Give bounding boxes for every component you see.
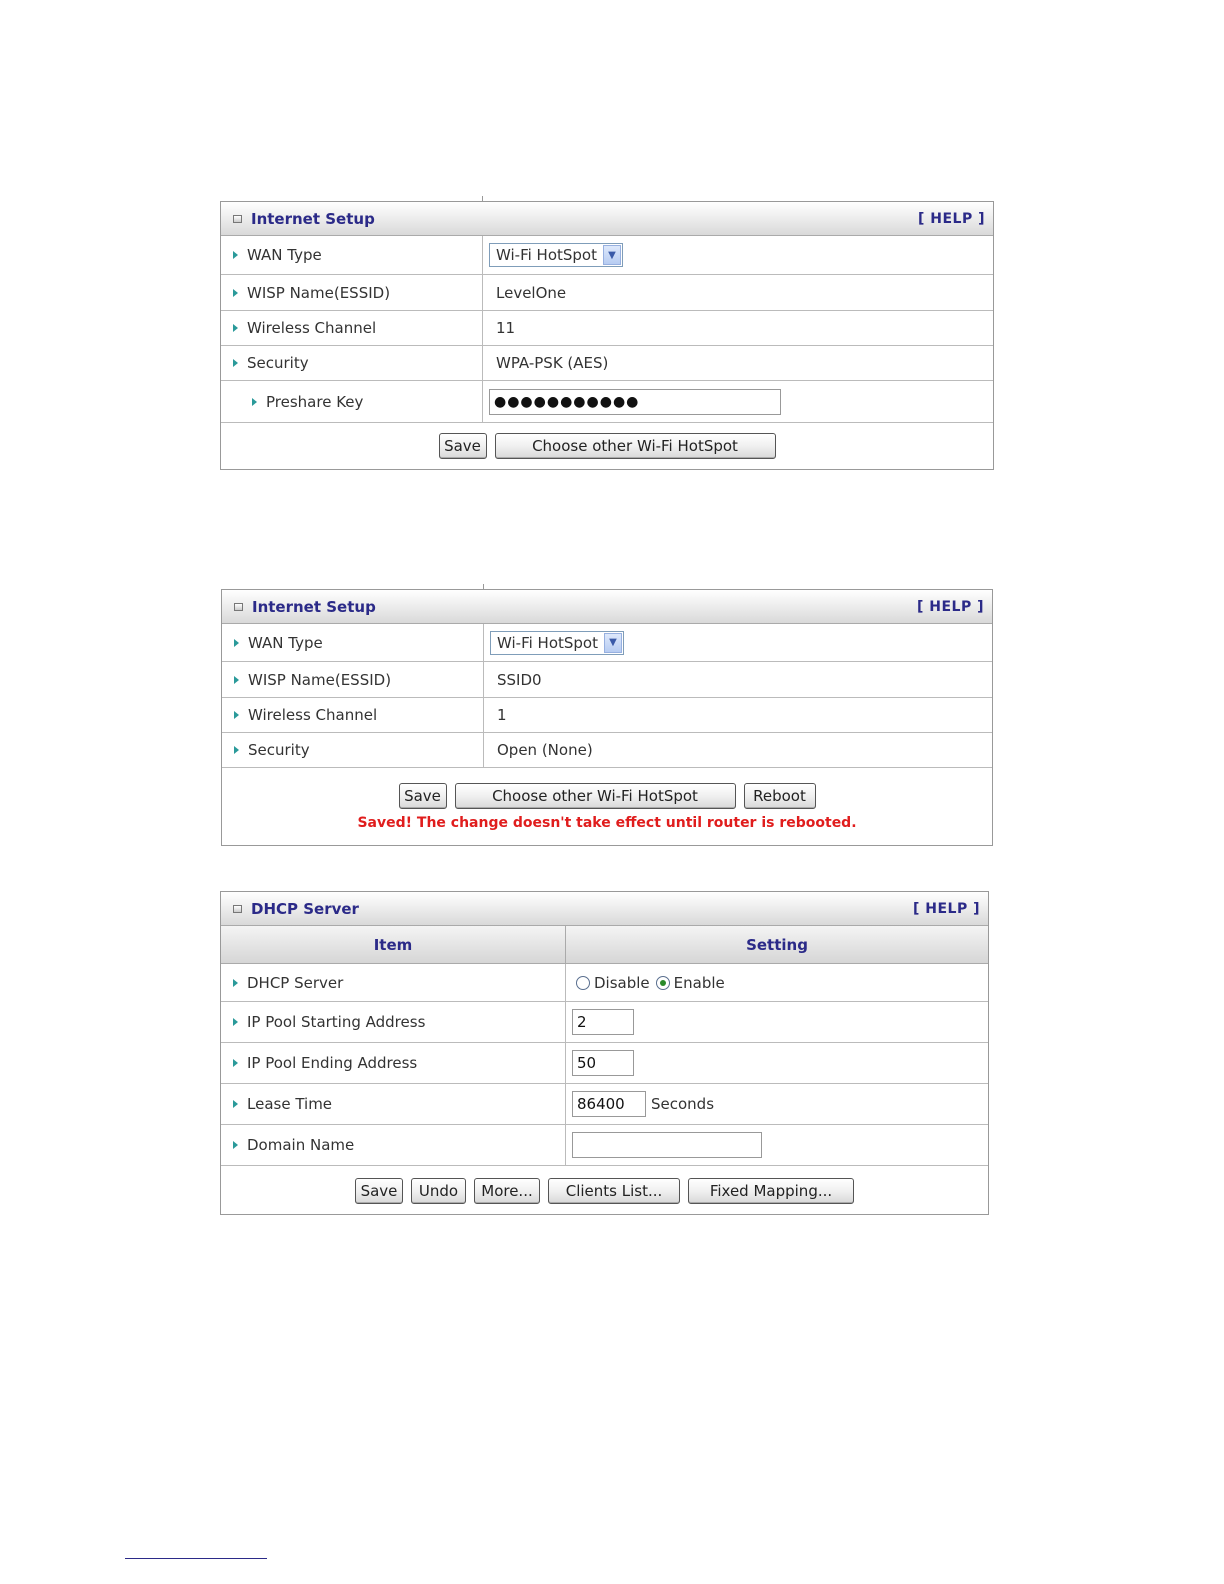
bullet-arrow-icon	[234, 711, 239, 719]
essid-label: WISP Name(ESSID)	[247, 283, 391, 302]
reboot-button[interactable]: Reboot	[744, 783, 816, 809]
domain-name-label: Domain Name	[247, 1136, 355, 1154]
channel-value: 11	[496, 319, 516, 337]
clients-list-button[interactable]: Clients List...	[548, 1178, 680, 1204]
dhcp-server-row	[221, 964, 988, 1002]
enable-label: Enable	[673, 973, 725, 992]
wan-type-label: WAN Type	[247, 246, 322, 264]
bullet-arrow-icon	[233, 251, 238, 259]
bullet-arrow-icon	[233, 324, 238, 332]
security-row	[221, 346, 993, 381]
security-value: WPA-PSK (AES)	[496, 354, 609, 372]
panel-header	[221, 202, 993, 236]
ip-end-row	[221, 1043, 988, 1084]
panel-header	[221, 892, 988, 926]
domain-name-row	[221, 1125, 988, 1166]
wan-type-row	[221, 236, 993, 275]
divider-tick	[483, 584, 484, 590]
bullet-arrow-icon	[234, 639, 239, 647]
essid-row	[222, 662, 992, 698]
bullet-arrow-icon	[234, 676, 239, 684]
lease-unit: Seconds	[651, 1095, 715, 1113]
preshare-label: Preshare Key	[266, 392, 364, 411]
help-link[interactable]: [ HELP ]	[916, 598, 984, 615]
bullet-arrow-icon	[233, 979, 238, 987]
domain-name-input[interactable]	[572, 1132, 762, 1158]
disable-radio[interactable]	[576, 976, 590, 990]
choose-hotspot-button[interactable]: Choose other Wi-Fi HotSpot	[455, 783, 736, 809]
bullet-arrow-icon	[252, 398, 257, 406]
essid-label: WISP Name(ESSID)	[248, 670, 392, 689]
help-link[interactable]: [ HELP ]	[917, 210, 985, 227]
wan-type-label: WAN Type	[248, 633, 323, 652]
wan-type-row	[222, 624, 992, 662]
internet-setup-panel-2	[221, 589, 993, 846]
channel-row	[221, 311, 993, 346]
lease-time-label: Lease Time	[247, 1095, 333, 1113]
choose-hotspot-button[interactable]: Choose other Wi-Fi HotSpot	[495, 433, 776, 459]
ip-start-input[interactable]: 2	[572, 1009, 634, 1035]
fixed-mapping-button[interactable]: Fixed Mapping...	[688, 1178, 854, 1204]
col-setting-header: Setting	[746, 935, 808, 954]
bullet-arrow-icon	[233, 1059, 238, 1067]
bullet-arrow-icon	[233, 359, 238, 367]
lease-time-row	[221, 1084, 988, 1125]
preshare-key-input[interactable]: ●●●●●●●●●●●	[489, 389, 781, 415]
panel-icon	[233, 905, 242, 913]
panel3-button-row	[221, 1166, 988, 1215]
panel-title: Internet Setup	[251, 209, 375, 228]
preshare-row	[221, 381, 993, 423]
security-label: Security	[247, 354, 309, 372]
bullet-arrow-icon	[233, 289, 238, 297]
channel-label: Wireless Channel	[247, 319, 377, 337]
panel2-action-area	[222, 768, 992, 845]
bullet-arrow-icon	[234, 746, 239, 754]
essid-value: LevelOne	[496, 283, 567, 302]
save-button[interactable]: Save	[355, 1178, 403, 1204]
undo-button[interactable]: Undo	[411, 1178, 466, 1204]
col-item-header: Item	[221, 926, 566, 963]
disable-label: Disable	[594, 973, 650, 992]
wan-type-select[interactable]: Wi-Fi HotSpot ▼	[489, 243, 623, 267]
bullet-arrow-icon	[233, 1018, 238, 1026]
divider-tick	[482, 196, 483, 202]
security-label: Security	[248, 741, 310, 759]
panel-icon	[233, 215, 242, 223]
column-header	[221, 926, 988, 964]
footer-rule	[125, 1558, 267, 1559]
dhcp-server-panel	[220, 891, 989, 1215]
essid-value: SSID0	[497, 670, 542, 689]
enable-radio[interactable]	[656, 976, 670, 990]
more-button[interactable]: More...	[474, 1178, 540, 1204]
channel-value: 1	[497, 706, 507, 724]
help-link[interactable]: [ HELP ]	[912, 900, 980, 917]
channel-row	[222, 698, 992, 733]
panel-header	[222, 590, 992, 624]
security-row	[222, 733, 992, 768]
save-button[interactable]: Save	[439, 433, 487, 459]
channel-label: Wireless Channel	[248, 706, 378, 724]
panel-title: Internet Setup	[252, 597, 376, 616]
panel1-button-row	[221, 423, 993, 469]
ip-start-label: IP Pool Starting Address	[247, 1013, 426, 1031]
dhcp-server-label: DHCP Server	[247, 973, 344, 992]
lease-time-input[interactable]: 86400	[572, 1091, 646, 1117]
ip-end-input[interactable]: 50	[572, 1050, 634, 1076]
ip-start-row	[221, 1002, 988, 1043]
panel-title: DHCP Server	[251, 899, 359, 918]
security-value: Open (None)	[497, 741, 593, 759]
saved-message: Saved! The change doesn't take effect until router is rebooted.	[357, 814, 857, 831]
bullet-arrow-icon	[233, 1100, 238, 1108]
chevron-down-icon[interactable]: ▼	[603, 245, 621, 265]
chevron-down-icon[interactable]: ▼	[604, 633, 622, 653]
bullet-arrow-icon	[233, 1141, 238, 1149]
save-button[interactable]: Save	[399, 783, 447, 809]
panel-icon	[234, 603, 243, 611]
essid-row	[221, 275, 993, 311]
ip-end-label: IP Pool Ending Address	[247, 1054, 418, 1072]
internet-setup-panel-1	[220, 201, 994, 470]
wan-type-select[interactable]: Wi-Fi HotSpot ▼	[490, 631, 624, 655]
